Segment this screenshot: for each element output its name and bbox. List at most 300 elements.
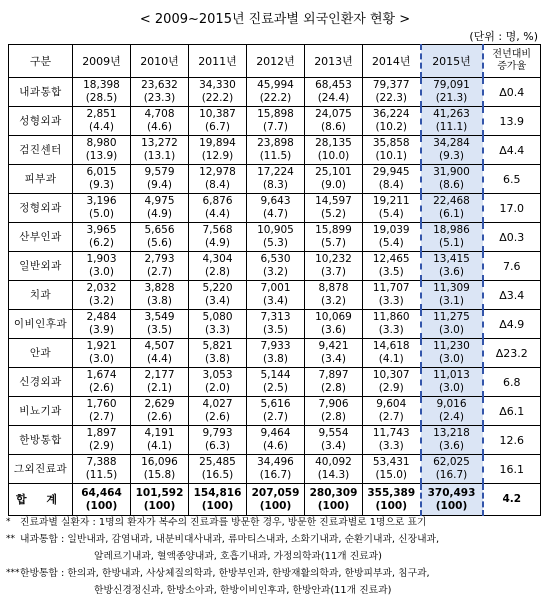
footnote-text: 1명의 환자가 복수의 진료과를 방문한 경우, 방문한 진료과별로 1명으로 표기: [98, 517, 427, 528]
cell-percent: (4.7): [263, 208, 288, 220]
row-category-name: 신경외과: [9, 368, 73, 397]
data-cell: [189, 281, 247, 310]
data-cell-highlight: [421, 426, 483, 455]
cell-count: 4,507: [144, 340, 175, 352]
cell-count: 370,493: [427, 486, 476, 499]
footnote: [6, 514, 546, 531]
cell-count: 5,144: [260, 369, 291, 381]
cell-count: 17,224: [257, 166, 294, 178]
row-category-name: 정형외과: [9, 194, 73, 223]
cell-percent: (2.8): [205, 266, 230, 278]
cell-count: 11,275: [433, 311, 470, 323]
data-cell: [131, 339, 189, 368]
cell-percent: (9.3): [439, 150, 464, 162]
cell-percent: (3.0): [439, 353, 464, 365]
cell-percent: (3.0): [89, 353, 114, 365]
cell-count: 3,828: [144, 282, 175, 294]
cell-count: 35,858: [372, 137, 410, 149]
data-cell: [189, 223, 247, 252]
cell-count: 10,307: [372, 369, 410, 381]
cell-count: 6,530: [260, 253, 291, 265]
cell-count: 2,484: [86, 311, 117, 323]
data-cell: [305, 455, 363, 484]
cell-count: 14,618: [372, 340, 410, 352]
cell-percent: (14.3): [317, 469, 350, 481]
cell-count: 28,135: [315, 137, 352, 149]
cell-count: 11,707: [372, 282, 410, 294]
cell-percent: (16.7): [259, 469, 292, 481]
table-body: [9, 78, 541, 516]
data-cell-highlight: [421, 223, 483, 252]
cell-count: 7,933: [260, 340, 291, 352]
cell-count: 11,743: [372, 427, 410, 439]
data-cell-highlight: [421, 165, 483, 194]
cell-percent: (4.1): [147, 440, 172, 452]
cell-percent: (3.3): [378, 295, 404, 307]
data-cell-highlight: [421, 107, 483, 136]
data-cell: [131, 78, 189, 107]
data-cell: [131, 194, 189, 223]
cell-percent: (10.0): [317, 150, 350, 162]
table-row: [9, 426, 541, 455]
cell-count: 15,898: [257, 108, 294, 120]
cell-percent: (12.9): [201, 150, 234, 162]
data-cell: [247, 484, 305, 516]
cell-count: 79,091: [433, 79, 470, 91]
header-year: 2009년: [73, 45, 131, 78]
growth-rate-cell: Δ4.4: [483, 136, 541, 165]
cell-percent: (15.8): [143, 469, 176, 481]
cell-percent: (21.3): [435, 92, 468, 104]
footnote-label: 한방통합 :: [20, 568, 68, 579]
cell-percent: (3.4): [205, 295, 230, 307]
cell-count: 4,027: [202, 398, 233, 410]
data-cell: [73, 223, 131, 252]
cell-count: 36,224: [372, 108, 410, 120]
cell-percent: (3.0): [89, 266, 114, 278]
page-title: < 2009~2015년 진료과별 외국인환자 현황 >: [139, 12, 411, 27]
footnote-body: [20, 565, 430, 599]
cell-count: 9,421: [318, 340, 349, 352]
data-cell: [189, 107, 247, 136]
footnote-first-line: [20, 514, 426, 531]
cell-percent: (2.4): [439, 411, 464, 423]
data-cell: [363, 310, 421, 339]
unit-label: (단위 : 명, %): [469, 30, 538, 43]
data-cell: [247, 368, 305, 397]
cell-count: 40,092: [315, 456, 352, 468]
data-cell-highlight: [421, 281, 483, 310]
cell-percent: (2.7): [378, 411, 404, 423]
cell-percent: (5.7): [321, 237, 346, 249]
cell-count: 9,464: [260, 427, 291, 439]
cell-percent: (4.9): [147, 208, 172, 220]
table-row: [9, 194, 541, 223]
data-cell: [305, 310, 363, 339]
row-category-name: 안과: [9, 339, 73, 368]
footnote-text: 한의과, 한방내과, 사상체질의학과, 한방부인과, 한방재활의학과, 한방피부과, 침구과,: [67, 568, 430, 579]
data-cell: [73, 368, 131, 397]
table-row: [9, 368, 541, 397]
cell-count: 7,388: [86, 456, 117, 468]
data-cell: [363, 484, 421, 516]
cell-percent: (2.7): [263, 411, 288, 423]
cell-percent: (3.1): [439, 295, 464, 307]
row-category-name: 성형외과: [9, 107, 73, 136]
cell-percent: (10.2): [375, 121, 408, 133]
cell-percent: (23.3): [143, 92, 176, 104]
data-cell: [73, 107, 131, 136]
cell-count: 8,878: [318, 282, 349, 294]
cell-count: 2,851: [86, 108, 117, 120]
cell-count: 5,821: [202, 340, 233, 352]
data-cell: [363, 281, 421, 310]
cell-count: 34,330: [199, 79, 236, 91]
data-cell: [363, 368, 421, 397]
table-row: [9, 165, 541, 194]
cell-percent: (22.2): [201, 92, 234, 104]
cell-percent: (3.6): [321, 324, 346, 336]
cell-percent: (3.3): [378, 440, 404, 452]
cell-percent: (5.6): [147, 237, 172, 249]
data-cell-highlight: [421, 136, 483, 165]
cell-percent: (100): [435, 499, 468, 512]
cell-count: 9,554: [318, 427, 349, 439]
cell-percent: (100): [201, 499, 234, 512]
cell-count: 2,793: [144, 253, 175, 265]
cell-count: 64,464: [81, 486, 122, 499]
data-cell: [247, 107, 305, 136]
cell-percent: (3.0): [439, 324, 464, 336]
data-cell-highlight: [421, 194, 483, 223]
cell-percent: (3.9): [89, 324, 114, 336]
cell-count: 3,053: [202, 369, 233, 381]
header-growth-rate-line2: 증가율: [497, 61, 527, 72]
data-cell: [73, 136, 131, 165]
cell-count: 15,899: [315, 224, 352, 236]
data-cell: [305, 281, 363, 310]
growth-rate-cell: 4.2: [483, 484, 541, 516]
cell-count: 23,898: [257, 137, 294, 149]
cell-percent: (100): [143, 499, 176, 512]
cell-count: 14,597: [315, 195, 352, 207]
cell-percent: (3.4): [321, 353, 346, 365]
cell-percent: (4.4): [205, 208, 230, 220]
data-cell: [247, 455, 305, 484]
cell-count: 7,568: [202, 224, 233, 236]
cell-percent: (13.9): [85, 150, 118, 162]
cell-percent: (3.4): [263, 295, 288, 307]
cell-percent: (3.2): [321, 295, 346, 307]
growth-rate-cell: 17.0: [483, 194, 541, 223]
growth-rate-cell: Δ4.9: [483, 310, 541, 339]
growth-rate-cell: 6.5: [483, 165, 541, 194]
table-row: [9, 223, 541, 252]
footnotes: [6, 514, 546, 599]
cell-count: 2,032: [86, 282, 117, 294]
data-cell: [189, 78, 247, 107]
data-cell: [189, 252, 247, 281]
cell-count: 3,549: [144, 311, 175, 323]
cell-count: 34,496: [257, 456, 294, 468]
data-cell-highlight: [421, 339, 483, 368]
data-cell: [247, 223, 305, 252]
cell-percent: (3.6): [439, 266, 464, 278]
cell-percent: (5.2): [321, 208, 346, 220]
header-growth-rate: [483, 45, 541, 78]
data-cell: [305, 107, 363, 136]
data-cell-highlight: [421, 368, 483, 397]
data-cell: [189, 194, 247, 223]
cell-count: 5,656: [144, 224, 175, 236]
data-cell: [305, 194, 363, 223]
footnote-label: 내과통합 :: [20, 534, 68, 545]
cell-count: 22,468: [433, 195, 470, 207]
cell-count: 6,876: [202, 195, 233, 207]
data-cell: [189, 165, 247, 194]
footnote-body: [20, 514, 426, 531]
cell-count: 34,284: [433, 137, 470, 149]
cell-count: 1,897: [86, 427, 117, 439]
data-cell: [363, 136, 421, 165]
cell-count: 11,230: [433, 340, 470, 352]
footnote-label: 진료과별 실환자 :: [20, 517, 99, 528]
cell-percent: (3.0): [439, 382, 464, 394]
cell-count: 11,860: [372, 311, 410, 323]
data-cell: [363, 78, 421, 107]
footnote-text: 일반내과, 감염내과, 내분비대사내과, 류마티스내과, 소화기내과, 순환기내과, 신장내과,: [67, 534, 440, 545]
cell-percent: (22.2): [259, 92, 292, 104]
cell-percent: (2.8): [321, 411, 346, 423]
footnote-body: [20, 531, 439, 565]
cell-count: 16,096: [141, 456, 178, 468]
cell-count: 13,272: [141, 137, 178, 149]
header-category: 구분: [9, 45, 73, 78]
cell-count: 9,016: [436, 398, 467, 410]
growth-rate-cell: Δ6.1: [483, 397, 541, 426]
cell-percent: (100): [317, 499, 350, 512]
table-row: [9, 310, 541, 339]
cell-count: 7,001: [260, 282, 291, 294]
cell-percent: (3.3): [378, 324, 404, 336]
cell-percent: (8.4): [378, 179, 404, 191]
data-cell: [73, 339, 131, 368]
cell-percent: (3.7): [321, 266, 346, 278]
data-cell: [305, 136, 363, 165]
data-cell: [363, 165, 421, 194]
cell-percent: (11.1): [435, 121, 468, 133]
data-cell: [305, 223, 363, 252]
data-cell: [189, 368, 247, 397]
cell-percent: (4.1): [378, 353, 404, 365]
cell-percent: (11.5): [259, 150, 292, 162]
cell-percent: (5.4): [378, 237, 404, 249]
cell-percent: (2.7): [147, 266, 172, 278]
cell-percent: (8.4): [205, 179, 230, 191]
data-cell: [131, 223, 189, 252]
cell-count: 10,905: [257, 224, 294, 236]
cell-percent: (5.1): [439, 237, 464, 249]
cell-count: 11,309: [433, 282, 470, 294]
cell-count: 68,453: [315, 79, 352, 91]
table-row: [9, 281, 541, 310]
foreign-patients-table: [8, 44, 541, 516]
cell-count: 10,232: [315, 253, 352, 265]
cell-count: 25,485: [199, 456, 236, 468]
data-cell: [131, 368, 189, 397]
cell-percent: (3.5): [378, 266, 404, 278]
cell-count: 7,906: [318, 398, 349, 410]
footnote-mark: *: [6, 517, 11, 527]
cell-count: 3,196: [86, 195, 117, 207]
growth-rate-cell: Δ0.4: [483, 78, 541, 107]
data-cell: [305, 368, 363, 397]
growth-rate-cell: 7.6: [483, 252, 541, 281]
cell-percent: (4.9): [205, 237, 230, 249]
cell-percent: (4.4): [89, 121, 114, 133]
table-row: [9, 252, 541, 281]
footnote-mark: ***: [6, 568, 20, 578]
cell-percent: (16.5): [201, 469, 234, 481]
header-year: 2010년: [131, 45, 189, 78]
cell-percent: (4.4): [147, 353, 172, 365]
cell-count: 10,069: [315, 311, 352, 323]
data-cell-highlight: [421, 455, 483, 484]
data-cell-highlight: [421, 397, 483, 426]
data-cell: [131, 310, 189, 339]
row-category-name: 내과통합: [9, 78, 73, 107]
cell-count: 12,978: [199, 166, 236, 178]
cell-percent: (9.3): [89, 179, 114, 191]
data-cell: [363, 252, 421, 281]
header-year: 2014년: [363, 45, 421, 78]
data-cell-highlight: [421, 484, 483, 516]
cell-count: 31,900: [433, 166, 470, 178]
data-cell: [305, 78, 363, 107]
growth-rate-cell: 12.6: [483, 426, 541, 455]
footnote-continuation: 한방신경정신과, 한방소아과, 한방이비인후과, 한방안과(11개 진료과): [94, 585, 392, 596]
data-cell: [247, 426, 305, 455]
cell-percent: (7.7): [263, 121, 288, 133]
cell-count: 9,643: [260, 195, 291, 207]
cell-percent: (6.3): [205, 440, 230, 452]
footnote-first-line: [20, 565, 430, 582]
cell-percent: (5.0): [89, 208, 114, 220]
cell-percent: (100): [375, 499, 407, 512]
growth-rate-cell: Δ0.3: [483, 223, 541, 252]
row-category-name: 비뇨기과: [9, 397, 73, 426]
cell-count: 3,965: [86, 224, 117, 236]
footnote-continuation: 알레르기내과, 혈액종양내과, 호흡기내과, 가정의학과(11개 진료과): [94, 551, 382, 562]
growth-rate-cell: Δ23.2: [483, 339, 541, 368]
data-cell: [131, 252, 189, 281]
cell-percent: (2.9): [378, 382, 404, 394]
data-cell: [189, 484, 247, 516]
data-cell: [305, 397, 363, 426]
data-cell: [305, 252, 363, 281]
cell-count: 4,304: [202, 253, 233, 265]
cell-percent: (8.6): [439, 179, 464, 191]
cell-count: 2,177: [144, 369, 175, 381]
cell-count: 9,579: [144, 166, 175, 178]
cell-count: 9,793: [202, 427, 233, 439]
data-cell-highlight: [421, 78, 483, 107]
cell-percent: (3.2): [89, 295, 114, 307]
growth-rate-cell: 13.9: [483, 107, 541, 136]
cell-count: 24,075: [315, 108, 352, 120]
data-cell: [363, 426, 421, 455]
cell-count: 101,592: [135, 486, 184, 499]
table-row: [9, 397, 541, 426]
data-cell: [73, 281, 131, 310]
row-category-name: 한방통합: [9, 426, 73, 455]
table-row: [9, 136, 541, 165]
cell-percent: (15.0): [375, 469, 408, 481]
cell-percent: (2.8): [321, 382, 346, 394]
cell-count: 1,921: [86, 340, 117, 352]
cell-count: 1,903: [86, 253, 117, 265]
cell-percent: (4.6): [147, 121, 172, 133]
data-cell-highlight: [421, 310, 483, 339]
data-cell: [189, 455, 247, 484]
cell-percent: (3.8): [147, 295, 172, 307]
data-cell: [305, 484, 363, 516]
cell-count: 12,465: [372, 253, 410, 265]
data-cell: [247, 78, 305, 107]
row-category-name: 그외진료과: [9, 455, 73, 484]
cell-count: 4,975: [144, 195, 175, 207]
data-cell: [189, 339, 247, 368]
cell-count: 207,059: [251, 486, 300, 499]
cell-percent: (100): [85, 499, 118, 512]
cell-count: 154,816: [193, 486, 242, 499]
cell-count: 5,220: [202, 282, 233, 294]
data-cell: [247, 252, 305, 281]
cell-percent: (9.4): [147, 179, 172, 191]
data-cell: [131, 281, 189, 310]
cell-percent: (5.3): [263, 237, 288, 249]
header-year: 2011년: [189, 45, 247, 78]
cell-count: 53,431: [372, 456, 410, 468]
data-cell: [247, 339, 305, 368]
data-cell: [363, 397, 421, 426]
footnote: [6, 565, 546, 599]
data-cell: [131, 426, 189, 455]
data-cell: [247, 281, 305, 310]
data-cell: [247, 165, 305, 194]
cell-count: 5,616: [260, 398, 291, 410]
data-cell: [131, 136, 189, 165]
row-category-name: 치과: [9, 281, 73, 310]
cell-count: 13,218: [433, 427, 470, 439]
cell-percent: (8.3): [263, 179, 288, 191]
cell-count: 5,080: [202, 311, 233, 323]
data-cell: [305, 339, 363, 368]
cell-count: 19,211: [372, 195, 410, 207]
cell-percent: (2.0): [205, 382, 230, 394]
row-category-name: 이비인후과: [9, 310, 73, 339]
data-cell: [73, 165, 131, 194]
cell-count: 29,945: [372, 166, 410, 178]
cell-percent: (8.6): [321, 121, 346, 133]
table-row: [9, 339, 541, 368]
cell-percent: (4.6): [263, 440, 288, 452]
cell-percent: (11.5): [85, 469, 118, 481]
cell-percent: (3.6): [439, 440, 464, 452]
row-category-name: 검진센터: [9, 136, 73, 165]
cell-count: 1,760: [86, 398, 117, 410]
cell-count: 25,101: [315, 166, 352, 178]
